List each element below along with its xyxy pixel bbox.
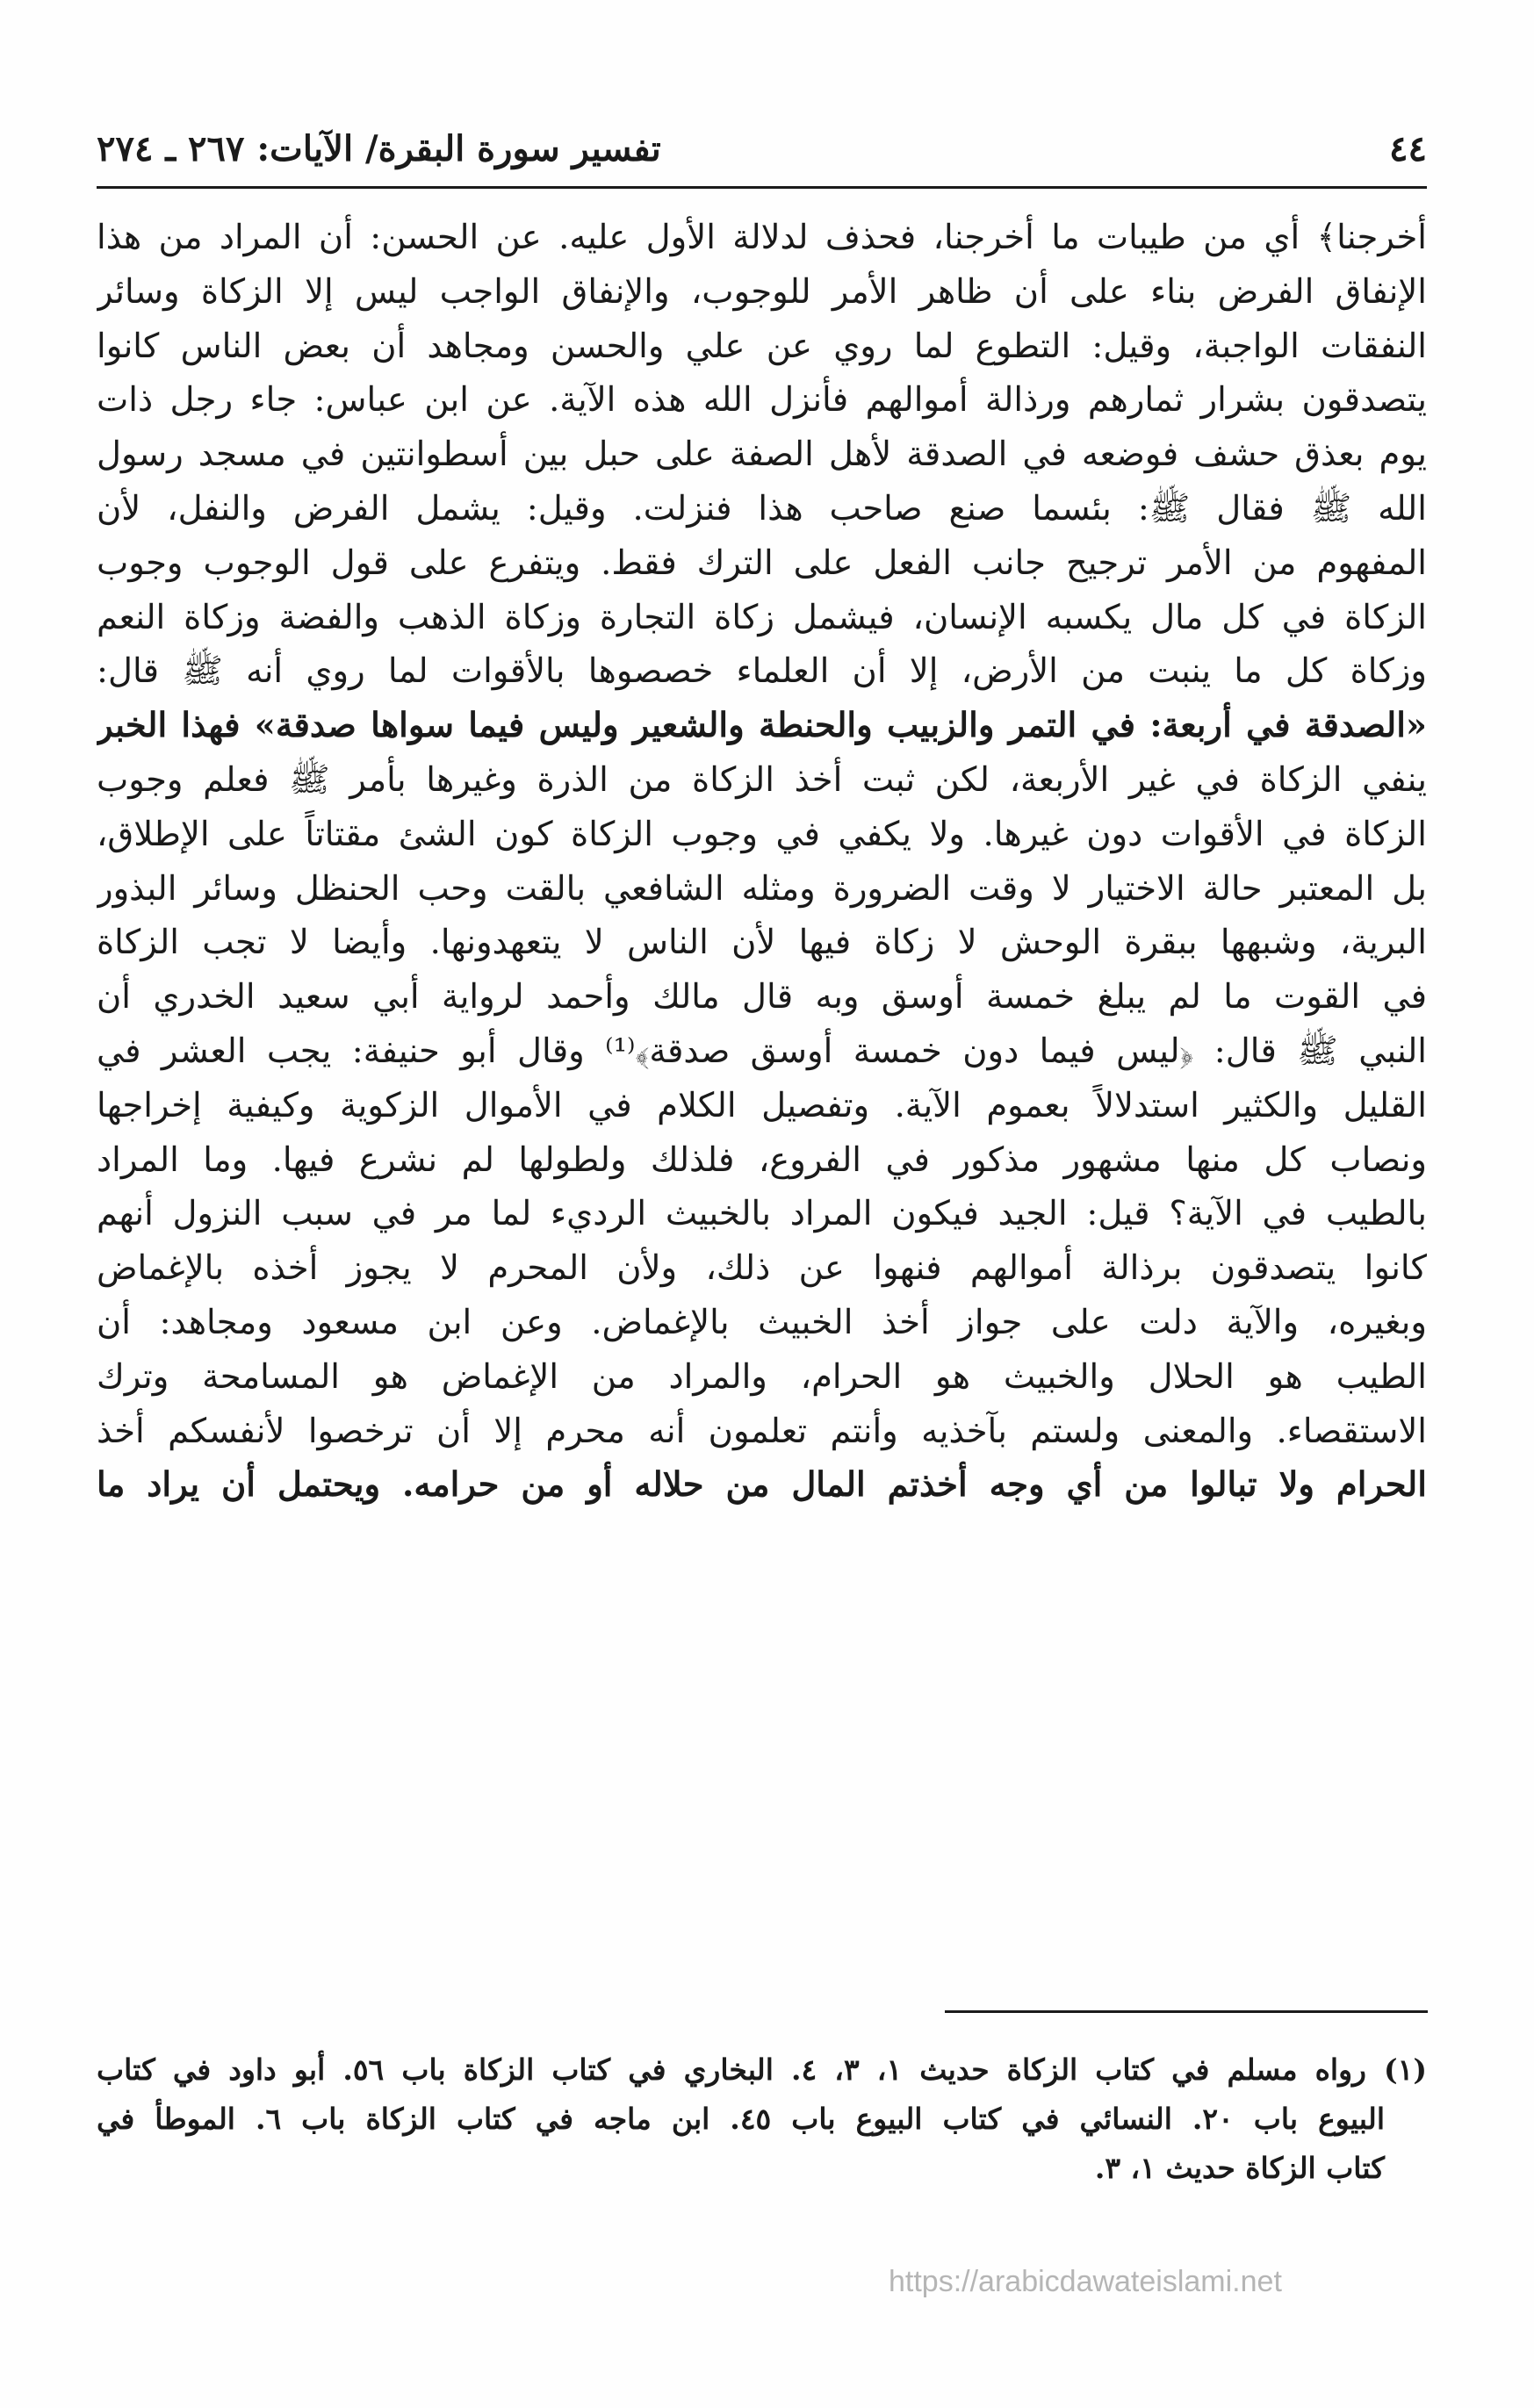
text-line: يتصدقون بشرار ثمارهم ورذالة أموالهم فأنزل الله هذه الآية. عن ابن عباس: جاء رجل ذات xyxy=(97,380,1427,421)
text-line: كانوا يتصدقون برذالة أموالهم فنهوا عن ذلك، ولأن المحرم لا يجوز أخذه بالإغماض xyxy=(97,1248,1427,1289)
text-line: «الصدقة في أربعة: في التمر والزبيب والحنطة والشعير وليس فيما سواها صدقة» فهذا الخبر xyxy=(97,706,1427,746)
watermark-url: https://arabicdawateislami.net xyxy=(889,2265,1282,2298)
footnotes xyxy=(97,2045,1427,2193)
text-line: النفقات الواجبة، وقيل: التطوع لما روي عن علي والحسن ومجاهد أن بعض الناس كانوا xyxy=(97,326,1427,366)
page-number: ٤٤ xyxy=(1389,128,1427,169)
text-line: ينفي الزكاة في غير الأربعة، لكن ثبت أخذ الزكاة من الذرة وغيرها بأمر ﷺ فعلم وجوب xyxy=(97,759,1427,800)
text-line: القليل والكثير استدلالاً بعموم الآية. وتفصيل الكلام في الأموال الزكوية وكيفية إخراجها xyxy=(97,1085,1427,1125)
text-line: الزكاة في الأقوات دون غيرها. ولا يكفي في وجوب الزكاة كون الشئ مقتاتاً على الإطلاق، xyxy=(97,814,1427,854)
main-text xyxy=(97,211,1427,1513)
text-line: وزكاة كل ما ينبت من الأرض، إلا أن العلماء خصصوها بالأقوات لما روي أنه ﷺ قال: xyxy=(97,651,1427,692)
text-line: ونصاب كل منها مشهور مذكور في الفروع، فلذلك ولطولها لم نشرع فيها. وما المراد xyxy=(97,1139,1427,1180)
text-line: الزكاة في كل مال يكسبه الإنسان، فيشمل زكاة التجارة وزكاة الذهب والفضة وزكاة النعم xyxy=(97,597,1427,637)
footnote-line: البيوع باب ٢٠. النسائي في كتاب البيوع باب ٤٥. ابن ماجه في كتاب الزكاة باب ٦. الموطأ في xyxy=(97,2102,1385,2136)
text-line: في القوت ما لم يبلغ خمسة أوسق وبه قال مالك وأحمد لرواية أبي سعيد الخدري أن xyxy=(97,977,1427,1017)
text-line: البرية، وشبهها ببقرة الوحش لا زكاة فيها لأن الناس لا يتعهدونها. وأيضا لا تجب الزكاة xyxy=(97,923,1427,963)
text-line: الطيب هو الحلال والخبيث هو الحرام، والمراد من الإغماض هو المسامحة وترك xyxy=(97,1356,1427,1397)
footnote-divider xyxy=(945,2010,1428,2013)
text-line: أخرجنا﴾ أي من طيبات ما أخرجنا، فحذف لدلالة الأول عليه. عن الحسن: أن المراد من هذا xyxy=(97,218,1427,257)
text-line: وبغيره، والآية دلت على جواز أخذ الخبيث بالإغماض. وعن ابن مسعود ومجاهد: أن xyxy=(97,1302,1427,1342)
footnote-line: (١) رواه مسلم في كتاب الزكاة حديث ١، ٣، ٤. البخاري في كتاب الزكاة باب ٥٦. أبو داود في كتاب xyxy=(97,2052,1427,2087)
text-line: بالطيب في الآية؟ قيل: الجيد فيكون المراد بالخبيث الرديء لما مر في سبب النزول أنهم xyxy=(97,1194,1427,1234)
text-line: يوم بعذق حشف فوضعه في الصدقة لأهل الصفة على حبل بين أسطوانتين في مسجد رسول xyxy=(97,435,1427,475)
text-line: بل المعتبر حالة الاختيار لا وقت الضرورة ومثله الشافعي بالقت وحب الحنظل وسائر البذور xyxy=(97,868,1427,909)
page-header xyxy=(97,123,1427,186)
text-line: الله ﷺ فقال ﷺ: بئسما صنع صاحب هذا فنزلت. وقيل: يشمل الفرض والنفل، لأن xyxy=(97,488,1427,528)
text-line: الاستقصاء. والمعنى ولستم بآخذيه وأنتم تعلمون أنه محرم إلا أن ترخصوا لأنفسكم أخذ xyxy=(97,1411,1427,1451)
text-line: الحرام ولا تبالوا من أي وجه أخذتم المال من حلاله أو من حرامه. ويحتمل أن يراد ما xyxy=(97,1465,1427,1506)
text-line: النبي ﷺ قال: ﴿ليس فيما دون خمسة أوسق صدقة﴾⁽¹⁾ وقال أبو حنيفة: يجب العشر في xyxy=(97,1031,1427,1071)
footnote-line: كتاب الزكاة حديث ١، ٣. xyxy=(1094,2151,1385,2185)
text-line: المفهوم من الأمر ترجيح جانب الفعل على الترك فقط. ويتفرع على قول الوجوب وجوب xyxy=(97,543,1427,583)
header-divider xyxy=(97,186,1427,189)
running-title: تفسير سورة البقرة/ الآيات: ٢٦٧ ـ ٢٧٤ xyxy=(97,128,661,169)
text-line: الإنفاق الفرض بناء على أن ظاهر الأمر للوجوب، والإنفاق الواجب ليس إلا الزكاة وسائر xyxy=(97,271,1427,312)
